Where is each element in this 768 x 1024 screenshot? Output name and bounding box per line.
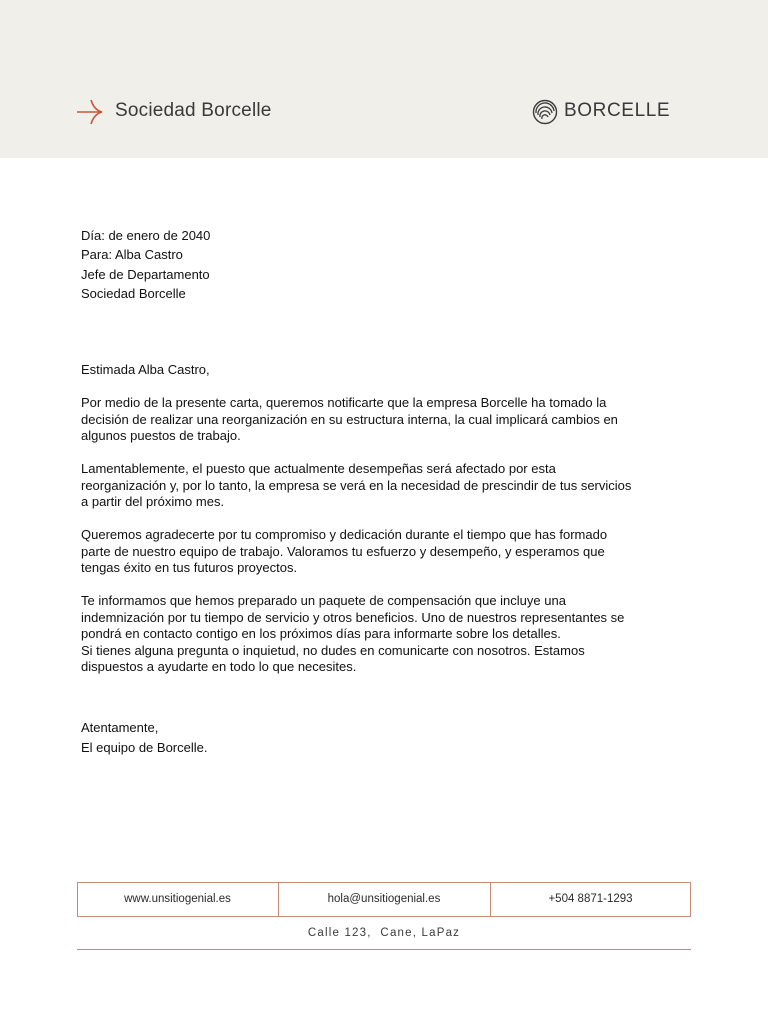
letter-paragraph: Lamentablemente, el puesto que actualmente desempeñas será afectado por esta reorganización y, por lo tanto, la empresa se verá en la necesidad de prescindir de tus servicios a partir del próximo mes. [81, 461, 632, 510]
letter-meta [81, 226, 210, 303]
recipient-company: Sociedad Borcelle [81, 285, 186, 301]
letter-signoff [81, 718, 207, 757]
letterhead-header [0, 0, 768, 158]
recipient-name: Para: Alba Castro [81, 247, 183, 263]
address-text: Calle 123, Cane, LaPaz [307, 927, 461, 939]
recipient-role: Jefe de Departamento [81, 266, 210, 282]
concentric-arcs-logo-icon [532, 99, 558, 125]
email-link[interactable]: hola@unsitiogenial.es [327, 893, 441, 905]
arrow-right-icon [76, 98, 104, 126]
website-link[interactable]: www.unsitiogenial.es [124, 893, 231, 905]
closing-text: Atentamente, [81, 720, 159, 735]
phone-link[interactable]: +504 8871-1293 [548, 893, 633, 905]
footer-contact-table [77, 882, 691, 950]
brand-name: BORCELLE [564, 100, 671, 121]
signature-text: El equipo de Borcelle. [81, 739, 208, 755]
letter-paragraph: Por medio de la presente carta, queremos notificarte que la empresa Borcelle ha tomado la decisión de realizar una reorganización en su estructura interna, la cual implicará cambios en algunos puestos de trabajo. [81, 395, 618, 444]
letter-paragraph: Queremos agradecerte por tu compromiso y dedicación durante el tiempo que has formado parte de nuestro equipo de trabajo. Valoramos tu esfuerzo y desempeño, y esperamos que tengas éxito en tus futuros proyectos. [81, 527, 608, 576]
organization-name: Sociedad Borcelle [115, 100, 272, 121]
letter-paragraph: Te informamos que hemos preparado un paquete de compensación que incluye una indemnización por tu tiempo de servicio y otros beneficios. Uno de nuestros representantes se pondrá en contacto contigo en los próximos días para informarte sobre los detalles. Si tienes alguna pregunta o inquietud, no dudes en comunicarte con nosotros. Estamos dispuestos a ayudarte en todo lo que necesites. [81, 593, 625, 675]
letter-greeting: Estimada Alba Castro, [81, 362, 210, 377]
letter-date: Día: de enero de 2040 [81, 228, 211, 243]
